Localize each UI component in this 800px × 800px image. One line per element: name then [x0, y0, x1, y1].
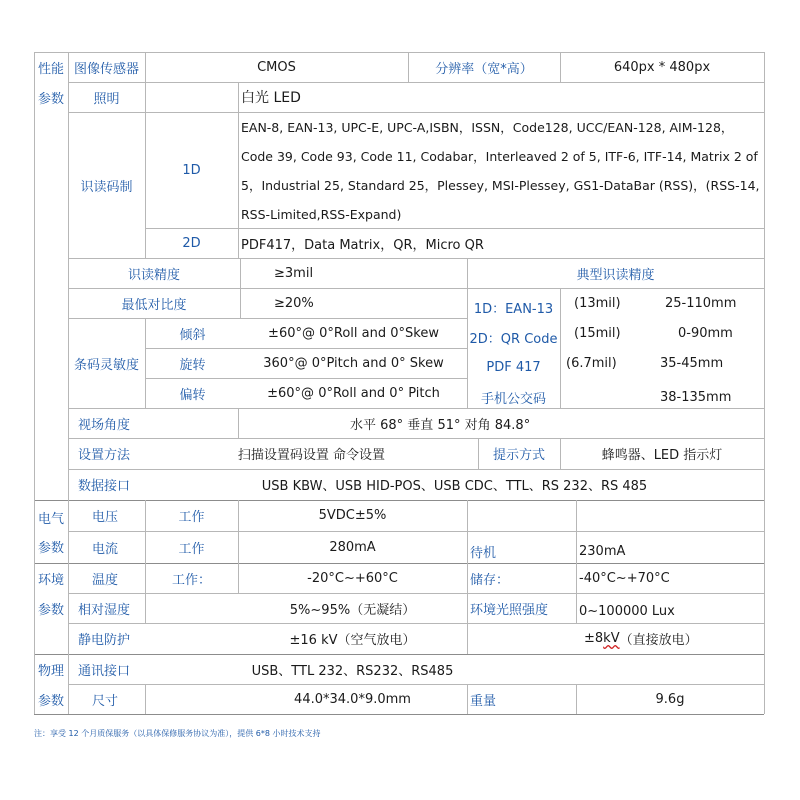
section-electrical-label-2: 参数	[37, 540, 64, 556]
esd-air-value: ±16 kV（空气放电）	[289, 633, 416, 648]
one-d-label: 1D	[182, 162, 201, 178]
section-performance-label: 性能	[37, 61, 64, 77]
symbology-label: 识读码制	[80, 179, 133, 195]
current-value: 280mA	[329, 539, 376, 555]
esd-contact-unit: kV	[603, 631, 620, 646]
contrast-value: ≥20%	[274, 295, 314, 311]
two-d-symbologies: PDF417，Data Matrix，QR，Micro QR	[241, 237, 484, 253]
typical-row-range: 0-90mm	[678, 325, 733, 341]
temp-store-value: -40°C~+70°C	[579, 570, 670, 586]
resolution-label: 分辨率（宽*高）	[435, 61, 533, 77]
sensor-label: 图像传感器	[73, 61, 139, 77]
two-d-label: 2D	[182, 235, 201, 251]
rotate-label: 旋转	[179, 357, 206, 373]
section-environment-label: 环境	[37, 572, 64, 588]
section-environment-label-2: 参数	[37, 602, 64, 618]
accuracy-value: ≥3mil	[274, 265, 314, 281]
interface-label: 数据接口	[78, 479, 131, 494]
esd-contact-value	[576, 623, 764, 654]
ambient-light-value: 0~100000 Lux	[579, 603, 675, 619]
sensitivity-label: 条码灵敏度	[73, 357, 139, 373]
temp-work-label: 工作：	[171, 572, 211, 588]
esd-contact-suffix: （直接放电）	[619, 633, 698, 648]
temperature-label: 温度	[92, 572, 119, 588]
current-mode: 工作	[178, 541, 205, 557]
voltage-label: 电压	[92, 510, 119, 525]
section-physical-label: 物理	[37, 663, 64, 679]
comm-interface-value: USB、TTL 232、RS232、RS485	[251, 663, 454, 679]
setup-label: 设置方法	[78, 448, 131, 463]
typical-row-range: 38-135mm	[660, 389, 732, 405]
humidity-value: 5%~95%（无凝结）	[289, 602, 416, 618]
prompt-label: 提示方式	[492, 448, 545, 463]
section-electrical-label: 电气	[37, 511, 64, 527]
typical-row-code: PDF 417	[486, 359, 541, 375]
typical-row-code: 2D：QR Code	[469, 331, 558, 347]
voltage-mode: 工作	[178, 510, 205, 525]
footnote: 注：享受 12 个月质保服务（以具体保修服务协议为准），提供 6*8 小时技术支持	[34, 729, 321, 738]
voltage-value: 5VDC±5%	[318, 508, 387, 523]
rotate-value: 360°@ 0°Pitch and 0° Skew	[263, 355, 444, 371]
typical-row-mil: (13mil)	[574, 295, 621, 311]
typical-row-mil: (6.7mil)	[566, 355, 617, 371]
typical-row-mil: (15mil)	[574, 325, 621, 341]
section-performance-label-2: 参数	[37, 91, 64, 107]
typical-row-range: 35-45mm	[660, 355, 724, 371]
standby-value: 230mA	[579, 543, 626, 559]
typical-accuracy-label: 典型识读精度	[576, 267, 655, 283]
current-label: 电流	[92, 541, 119, 557]
esd-contact-prefix: ±8	[584, 631, 604, 646]
typical-row-range: 25-110mm	[665, 295, 737, 311]
size-value: 44.0*34.0*9.0mm	[294, 691, 411, 707]
yaw-label: 偏转	[179, 387, 206, 403]
lighting-label: 照明	[93, 91, 120, 107]
typical-row-code: 1D：EAN-13	[473, 301, 554, 317]
typical-row-code: 手机公交码	[480, 391, 546, 407]
tilt-value: ±60°@ 0°Roll and 0°Skew	[268, 325, 439, 341]
prompt-value: 蜂鸣器、LED 指示灯	[601, 448, 723, 463]
fov-value: 水平 68° 垂直 51° 对角 84.8°	[350, 417, 531, 433]
standby-label: 待机	[470, 545, 497, 561]
section-physical-label-2: 参数	[37, 693, 64, 709]
setup-value: 扫描设置码设置 命令设置	[237, 448, 386, 463]
temp-store-label: 储存：	[470, 572, 510, 588]
lighting-value: 白光 LED	[241, 90, 301, 106]
weight-value: 9.6g	[655, 691, 685, 707]
size-label: 尺寸	[92, 693, 119, 709]
humidity-label: 相对湿度	[78, 602, 131, 618]
contrast-label: 最低对比度	[121, 297, 187, 313]
weight-label: 重量	[470, 693, 497, 709]
interface-value: USB KBW、USB HID-POS、USB CDC、TTL、RS 232、RS 485	[261, 479, 648, 494]
one-d-symbologies: EAN-8, EAN-13, UPC-E, UPC-A,ISBN，ISSN，Code128, UCC/EAN-128, AIM-128，Code 39, Code 93, Code 11, Codabar，Interleaved 2 of 5, ITF-6, ITF-14, Matrix 2 of 5，Industrial 25, Standard 25，Plessey, MSI-Plessey, GS1-DataBar (RSS)，(RSS-14, RSS-Limited,RSS-Expand)	[241, 120, 760, 222]
resolution-value: 640px * 480px	[613, 59, 711, 75]
comm-interface-label: 通讯接口	[78, 663, 131, 679]
tilt-label: 倾斜	[179, 327, 206, 343]
yaw-value: ±60°@ 0°Roll and 0° Pitch	[267, 385, 440, 401]
fov-label: 视场角度	[78, 417, 131, 433]
temp-work-value: -20°C~+60°C	[307, 570, 398, 586]
ambient-light-label: 环境光照强度	[470, 602, 549, 618]
accuracy-label: 识读精度	[127, 267, 180, 283]
esd-label: 静电防护	[78, 633, 131, 648]
sensor-value: CMOS	[257, 59, 296, 75]
